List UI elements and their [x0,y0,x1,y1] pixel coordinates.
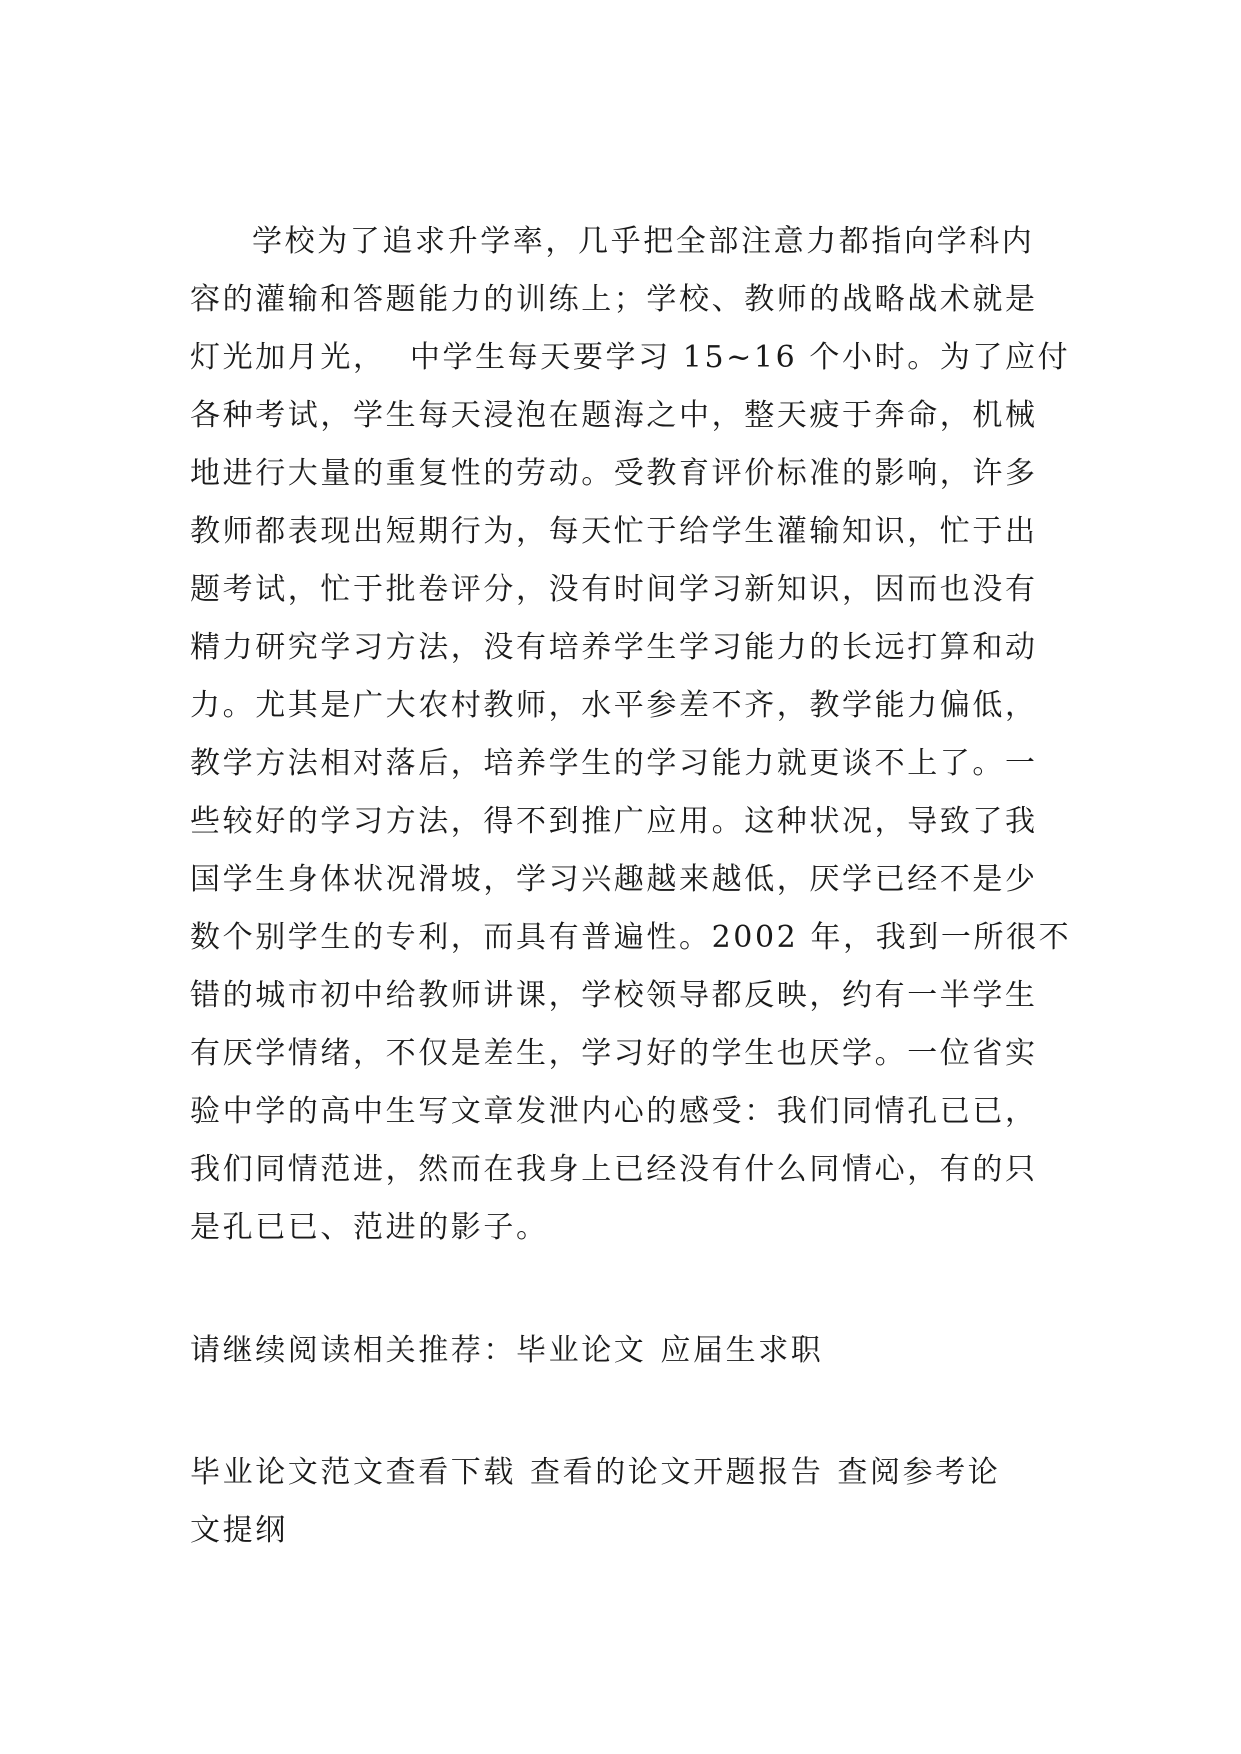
link-reference-outline-part1[interactable]: 查阅参考论 [837,1455,1001,1490]
link-graduation-thesis[interactable]: 毕业论文 [516,1333,647,1368]
download-links [190,1444,1050,1560]
paragraph-line: 题考试，忙于批卷评分，没有时间学习新知识，因而也没有 [190,572,1038,607]
paragraph-line: 我们同情范进，然而在我身上已经没有什么同情心，有的只 [190,1152,1038,1187]
paragraph-line: 精力研究学习方法，没有培养学生学习能力的长远打算和动 [190,630,1038,665]
paragraph-line: 些较好的学习方法，得不到推广应用。这种状况，导致了我 [190,804,1038,839]
paragraph-line: 错的城市初中给教师讲课，学校领导都反映，约有一半学生 [190,978,1038,1013]
related-prefix: 请继续阅读相关推荐： [190,1333,516,1368]
paragraph-line: 力。尤其是广大农村教师，水平参差不齐，教学能力偏低， [190,688,1038,723]
paragraph-line: 地进行大量的重复性的劳动。受教育评价标准的影响，许多 [190,456,1038,491]
link-graduate-jobs[interactable]: 应届生求职 [660,1333,824,1368]
paragraph-line: 是孔已已、范进的影子。 [190,1210,549,1245]
paragraph-line: 有厌学情绪，不仅是差生，学习好的学生也厌学。一位省实 [190,1036,1038,1071]
related-recommendations [190,1322,1050,1380]
link-thesis-proposal-report[interactable]: 查看的论文开题报告 [530,1455,824,1490]
paragraph-line: 验中学的高中生写文章发泄内心的感受：我们同情孔已已， [190,1094,1038,1129]
paragraph-line: 教师都表现出短期行为，每天忙于给学生灌输知识，忙于出 [190,514,1038,549]
paragraph-line: 国学生身体状况滑坡，学习兴趣越来越低，厌学已经不是少 [190,862,1038,897]
paragraph-line: 容的灌输和答题能力的训练上；学校、教师的战略战术就是 [190,282,1038,317]
paragraph-line: 灯光加月光， 中学生每天要学习 15~16 个小时。为了应付 [190,340,1071,375]
link-thesis-samples-download[interactable]: 毕业论文范文查看下载 [190,1455,516,1490]
link-reference-outline-part2[interactable]: 文提纲 [190,1513,288,1548]
paragraph-line: 数个别学生的专利，而具有普遍性。2002 年，我到一所很不 [190,920,1072,955]
paragraph-line: 各种考试，学生每天浸泡在题海之中，整天疲于奔命，机械 [190,398,1038,433]
body-paragraph [190,213,1072,1257]
paragraph-line: 学校为了追求升学率，几乎把全部注意力都指向学科内 [252,224,1035,259]
paragraph-line: 教学方法相对落后，培养学生的学习能力就更谈不上了。一 [190,746,1038,781]
